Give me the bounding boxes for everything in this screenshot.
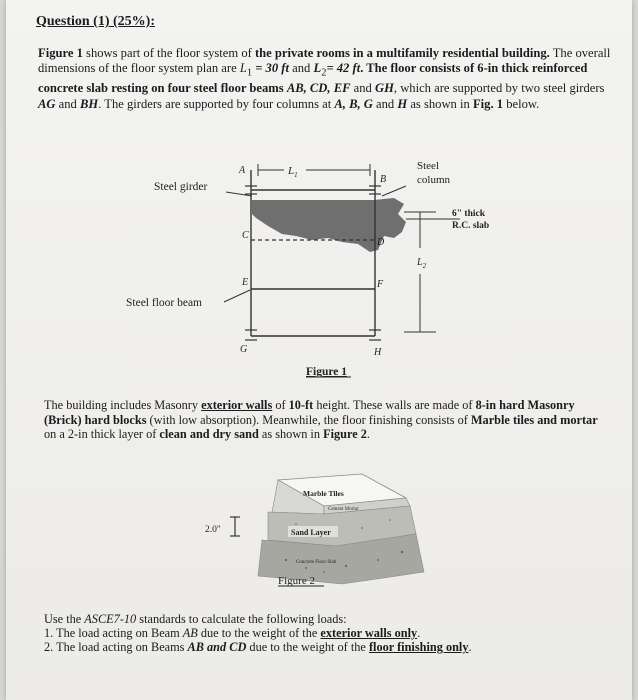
task-item-1: 1. The load acting on Beam AB due to the weight of the exterior walls only. — [44, 626, 421, 641]
paragraph-floor-system: Figure 1 shows part of the floor system of the private rooms in a multifamily residential building. The overall dimensions of the floor system plan are $L_1 = 30$ ft and $L_2= 42$ ft. The floor consists of 6-in thick reinforced concrete slab resting on four steel floor beams AB, CD, EF and GH, which are supported by two steel girders AG and BH. The girders are supported by four columns at A, B, G and H as shown in Fig. 1 below. — [38, 46, 611, 111]
label-steel-floor-beam: Steel floor beam — [126, 297, 203, 309]
label-steel-column-line2: column — [417, 174, 450, 186]
figure-1-caption: Figure 1 — [306, 366, 347, 378]
label-steel-column-line1: Steel — [417, 160, 439, 172]
label-concrete-slab: Concrete Floor Slab — [296, 560, 337, 565]
question-title: Question (1) (25%): — [36, 14, 155, 29]
label-C: C — [242, 230, 249, 241]
label-D: D — [377, 237, 385, 248]
label-slab-line1: 6" thick — [452, 209, 485, 219]
label-E: E — [242, 277, 249, 288]
document-page — [6, 0, 632, 700]
label-A: A — [239, 165, 246, 176]
task-item-2: 2. The load acting on Beams AB and CD due to the weight of the floor finishing only. — [44, 640, 472, 655]
label-H: H — [374, 347, 382, 358]
label-sand-layer: Sand Layer — [291, 528, 331, 537]
label-sand-thickness: 2.0" — [205, 525, 221, 535]
paragraph-exterior-walls: The building includes Masonry exterior walls of 10-ft height. These walls are made of 8-in hard Masonry (Brick) hard blocks (with low absorption). Meanwhile, the floor finishing consists of Marble tiles and mortar on a 2-in thick layer of clean and dry sand as shown in Figure 2. — [44, 398, 598, 442]
label-cement-mortar: Cement Mortar — [328, 507, 359, 512]
figure-2-floor-section — [6, 0, 632, 600]
paragraph-tasks — [44, 612, 614, 655]
tasks-intro: Use the ASCE7-10 standards to calculate the following loads: — [44, 612, 347, 626]
label-L1: $L_1$ — [288, 165, 298, 179]
label-slab-line2: R.C. slab — [452, 221, 490, 231]
label-G: G — [240, 344, 248, 355]
tasks-list — [44, 626, 614, 654]
label-L2: $L_2$ — [417, 257, 427, 270]
label-F: F — [377, 279, 384, 290]
label-steel-girder: Steel girder — [154, 181, 208, 193]
figure-2-caption: Figure 2 — [278, 575, 315, 587]
label-B: B — [380, 174, 387, 185]
label-marble-tiles: Marble Tiles — [303, 489, 344, 498]
